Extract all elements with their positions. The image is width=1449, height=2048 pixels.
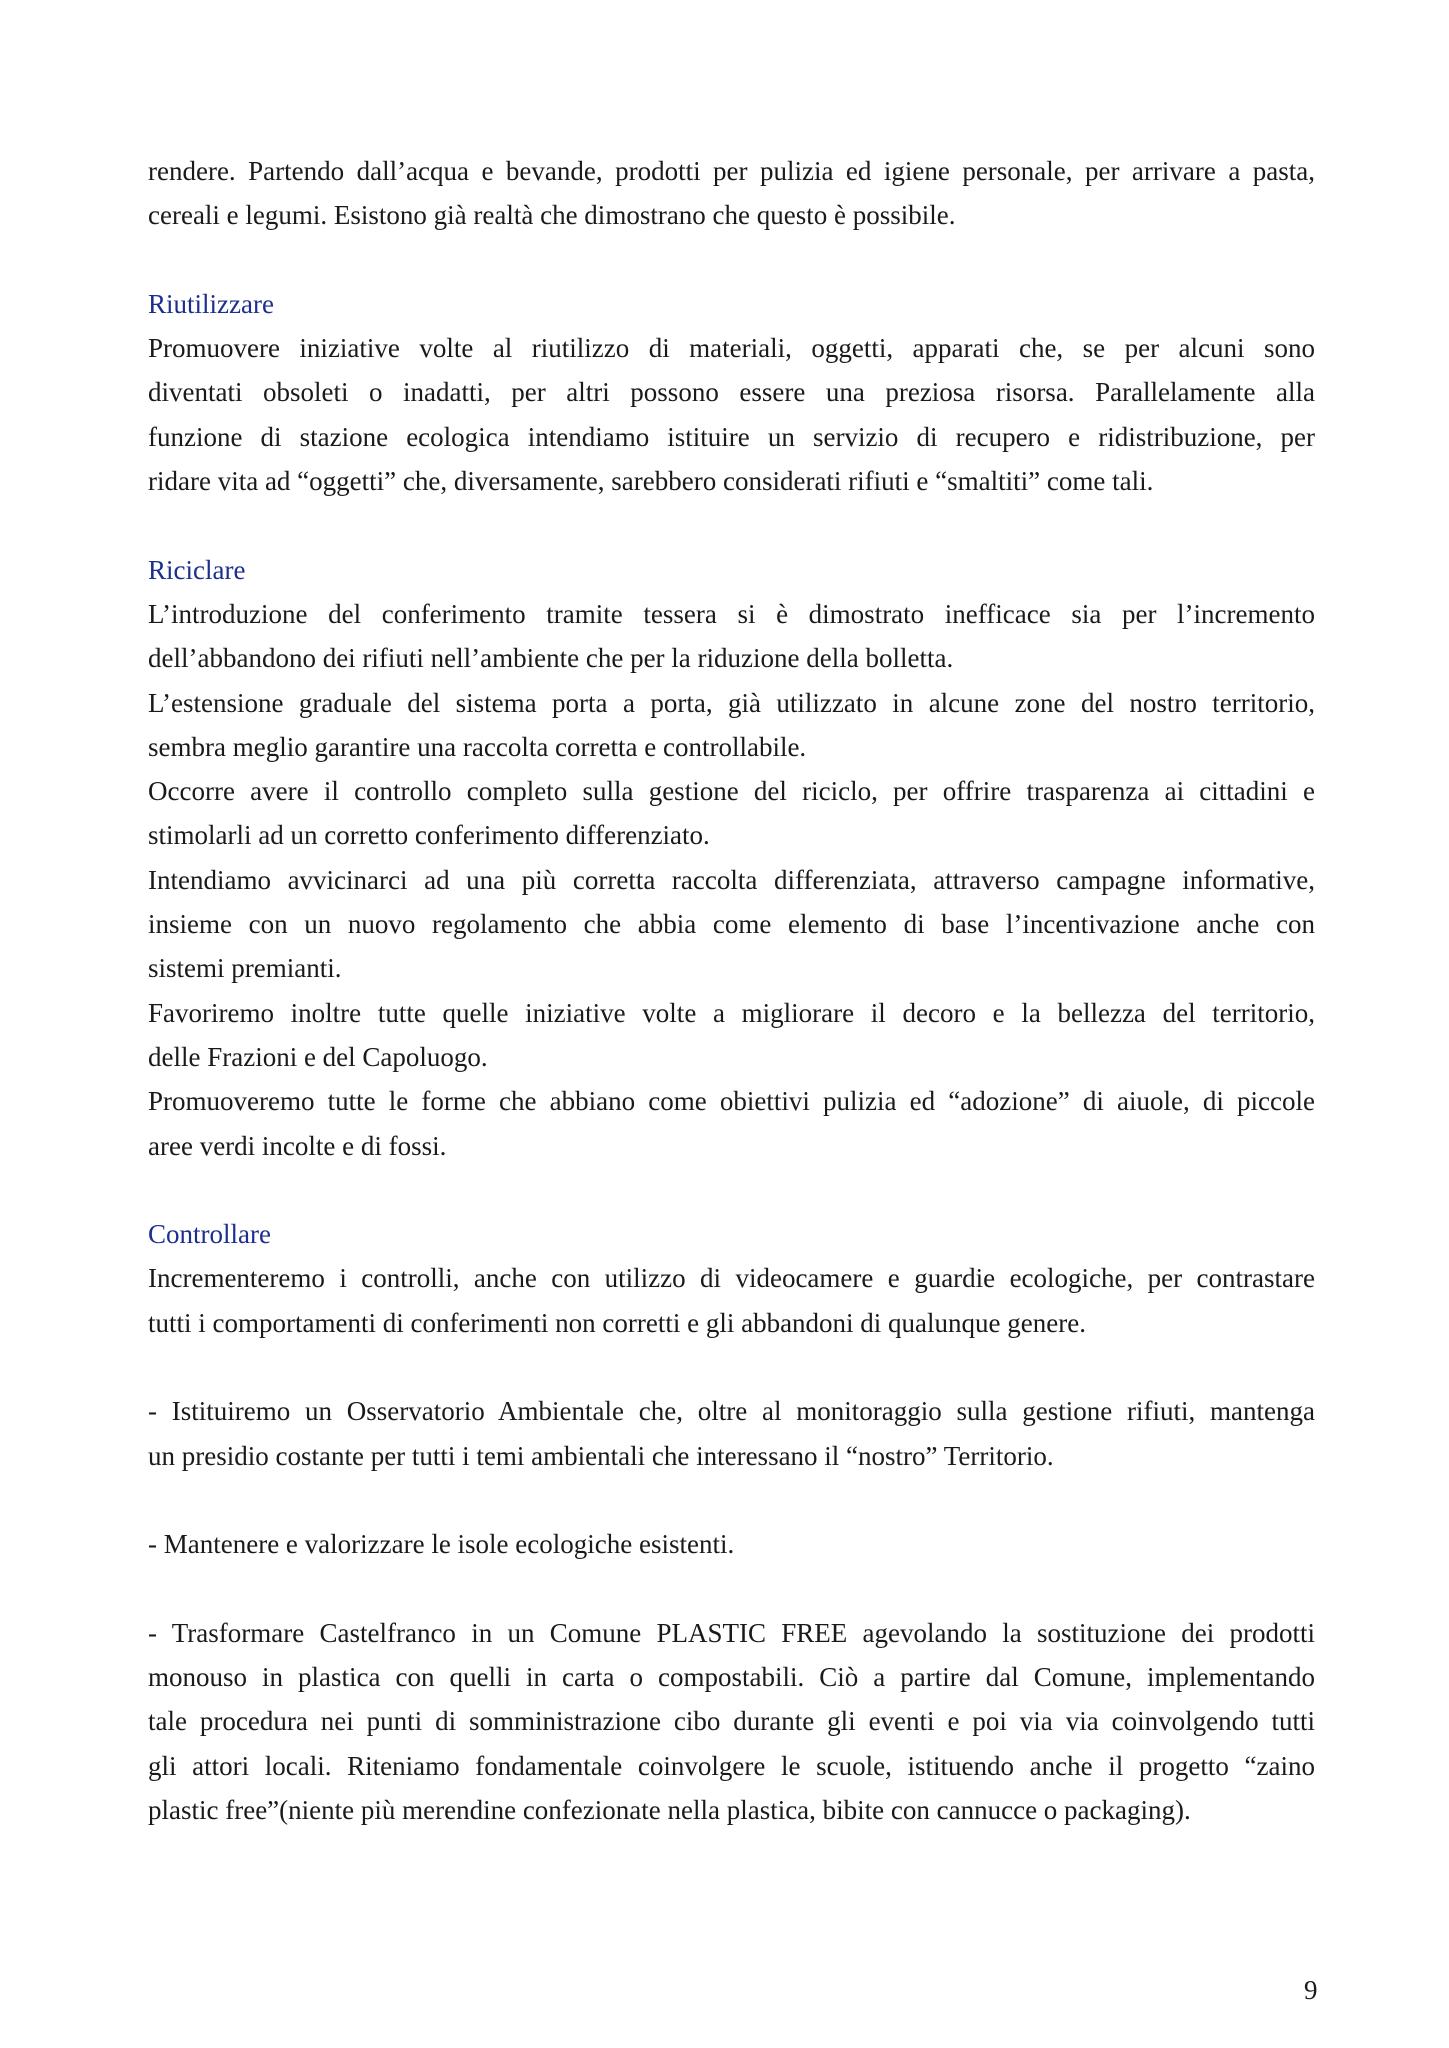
- text-line: [148, 1168, 1315, 1212]
- page-number: 9: [1304, 1975, 1318, 2005]
- text-line: sembra meglio garantire una raccolta corretta e controllabile.: [148, 731, 807, 762]
- text-line: gli attori locali. Riteniamo fondamentale coinvolgere le scuole, istituendo anche il progetto “zaino: [148, 1750, 1315, 1781]
- text-line: tale procedura nei punti di somministrazione cibo durante gli eventi e poi via via coinvolgendo tutti: [148, 1706, 1315, 1737]
- text-line: [148, 1345, 1315, 1389]
- bullet-line: - Trasformare Castelfranco in un Comune PLASTIC FREE agevolando la sostituzione dei prodotti: [148, 1617, 1315, 1648]
- section-heading-riciclare: Riciclare: [148, 554, 246, 585]
- text-line: tutti i comportamenti di conferimenti non corretti e gli abbandoni di qualunque genere.: [148, 1307, 1086, 1338]
- text-line: sistemi premianti.: [148, 953, 342, 984]
- text-line: [148, 1478, 1315, 1522]
- text-line: Promuoveremo tutte le forme che abbiano come obiettivi pulizia ed “adozione” di aiuole, di piccole: [148, 1086, 1315, 1117]
- text-line: Favoriremo inoltre tutte quelle iniziative volte a migliorare il decoro e la bellezza del territorio,: [148, 997, 1315, 1028]
- bullet-line: - Mantenere e valorizzare le isole ecologiche esistenti.: [148, 1529, 735, 1560]
- text-line: aree verdi incolte e di fossi.: [148, 1130, 447, 1161]
- text-line: insieme con un nuovo regolamento che abbia come elemento di base l’incentivazione anche con: [148, 909, 1315, 940]
- text-line: Incrementeremo i controlli, anche con utilizzo di videocamere e guardie ecologiche, per contrastare: [148, 1263, 1315, 1294]
- text-line: un presidio costante per tutti i temi ambientali che interessano il “nostro” Territorio.: [148, 1440, 1054, 1471]
- bullet-line: - Istituiremo un Osservatorio Ambientale che, oltre al monitoraggio sulla gestione rifiuti, mantenga: [148, 1396, 1315, 1427]
- text-line: [148, 1567, 1315, 1611]
- text-line: [148, 503, 1315, 547]
- text-line: L’estensione graduale del sistema porta a porta, già utilizzato in alcune zone del nostro territorio,: [148, 687, 1315, 718]
- text-line: ridare vita ad “oggetti” che, diversamente, sarebbero considerati rifiuti e “smaltiti” come tali.: [148, 466, 1154, 497]
- text-line: rendere. Partendo dall’acqua e bevande, prodotti per pulizia ed igiene personale, per arrivare a pasta,: [148, 156, 1315, 186]
- text-line: [148, 238, 1315, 282]
- text-line: L’introduzione del conferimento tramite tessera si è dimostrato inefficace sia per l’incremento: [148, 598, 1315, 629]
- text-line: plastic free”(niente più merendine confezionate nella plastica, bibite con cannucce o packaging).: [148, 1794, 1191, 1825]
- text-line: monouso in plastica con quelli in carta o compostabili. Ciò a partire dal Comune, implementando: [148, 1662, 1315, 1693]
- text-line: dell’abbandono dei rifiuti nell’ambiente che per la riduzione della bolletta.: [148, 643, 954, 674]
- text-line: delle Frazioni e del Capoluogo.: [148, 1041, 488, 1072]
- text-line: diventati obsoleti o inadatti, per altri possono essere una preziosa risorsa. Parallelamente alla: [148, 377, 1315, 408]
- text-line: Occorre avere il controllo completo sulla gestione del riciclo, per offrire trasparenza ai cittadini e: [148, 776, 1315, 807]
- body-text: [148, 149, 1315, 1832]
- text-line: funzione di stazione ecologica intendiamo istituire un servizio di recupero e ridistribuzione, per: [148, 421, 1315, 452]
- text-line: cereali e legumi. Esistono già realtà che dimostrano che questo è possibile.: [148, 200, 956, 231]
- text-line: Intendiamo avvicinarci ad una più corretta raccolta differenziata, attraverso campagne informative,: [148, 864, 1315, 895]
- section-heading-riutilizzare: Riutilizzare: [148, 288, 274, 319]
- text-line: Promuovere iniziative volte al riutilizzo di materiali, oggetti, apparati che, se per alcuni sono: [148, 333, 1315, 364]
- text-line: stimolarli ad un corretto conferimento differenziato.: [148, 820, 710, 851]
- section-heading-controllare: Controllare: [148, 1219, 271, 1250]
